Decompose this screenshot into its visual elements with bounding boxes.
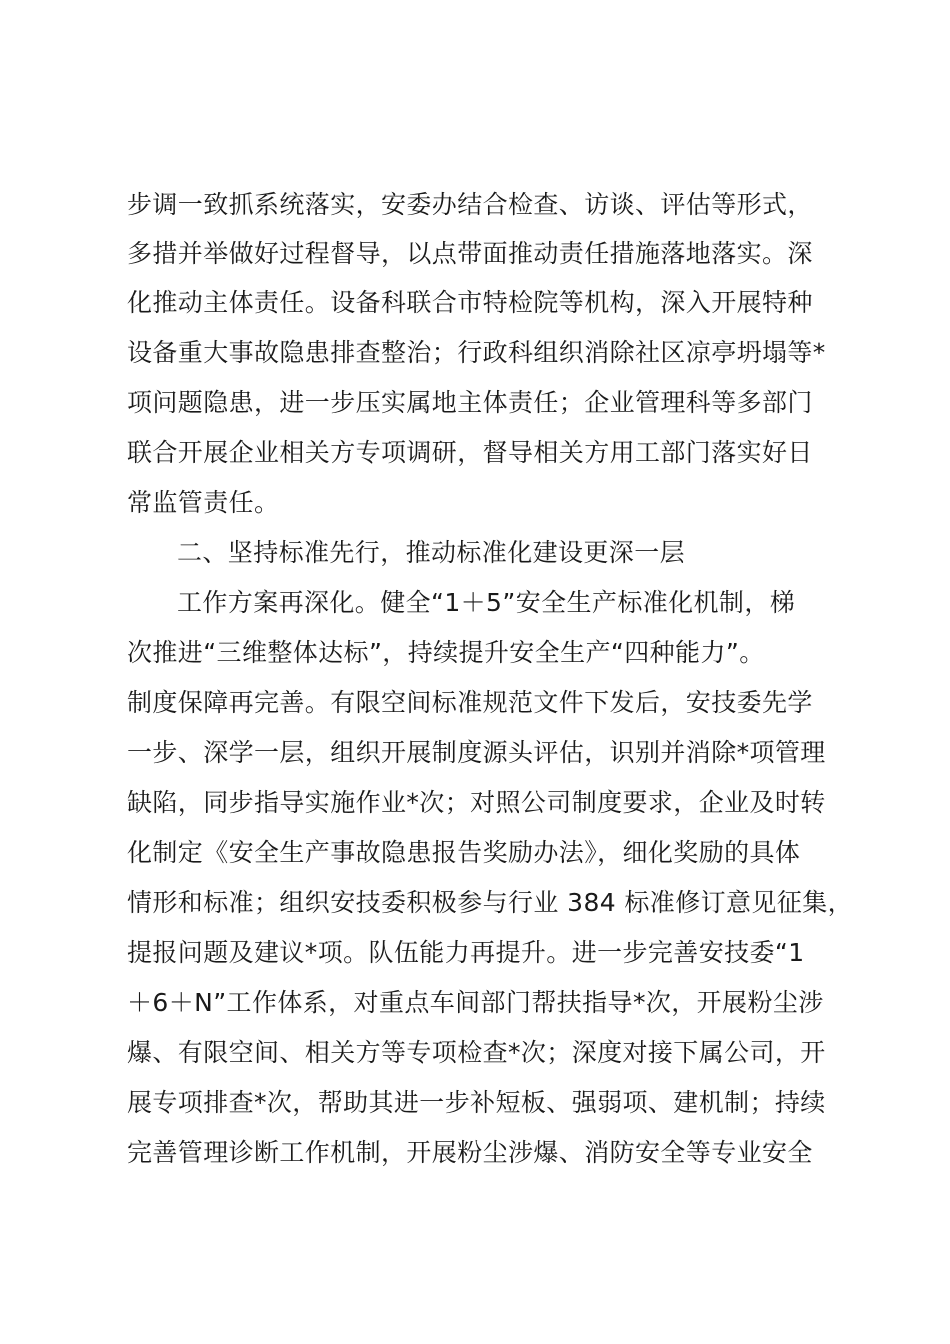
body-text-line: 爆、有限空间、相关方等专项检查*次；深度对接下属公司，开 (127, 1038, 826, 1067)
body-text-line: 情形和标准；组织安技委积极参与行业 384 标准修订意见征集， (127, 888, 854, 917)
body-text-line: ＋6＋N”工作体系，对重点车间部门帮扶指导*次，开展粉尘涉 (127, 988, 824, 1017)
body-text-line: 联合开展企业相关方专项调研，督导相关方用工部门落实好日 (127, 438, 813, 467)
body-text-line: 化推动主体责任。设备科联合市特检院等机构，深入开展特种 (127, 288, 813, 317)
body-text-line: 化制定《安全生产事故隐患报告奖励办法》，细化奖励的具体 (127, 838, 801, 867)
body-text-line: 制度保障再完善。有限空间标准规范文件下发后，安技委先学 (127, 688, 813, 717)
body-text-line: 一步、深学一层，组织开展制度源头评估，识别并消除*项管理 (127, 738, 826, 767)
body-text-line: 次推进“三维整体达标”，持续提升安全生产“四种能力”。 (127, 638, 765, 667)
body-text-line: 提报问题及建议*项。队伍能力再提升。进一步完善安技委“1 (127, 938, 805, 967)
body-text-line: 展专项排查*次，帮助其进一步补短板、强弱项、建机制；持续 (127, 1088, 826, 1117)
body-text-line: 步调一致抓系统落实，安委办结合检查、访谈、评估等形式， (127, 190, 813, 219)
body-text-line: 多措并举做好过程督导，以点带面推动责任措施落地落实。深 (127, 239, 813, 268)
body-text-line: 缺陷，同步指导实施作业*次；对照公司制度要求，企业及时转 (127, 788, 826, 817)
body-text-line: 工作方案再深化。健全“1＋5”安全生产标准化机制，梯 (177, 588, 796, 617)
body-text-line: 常监管责任。 (127, 488, 280, 517)
body-text-line: 完善管理诊断工作机制，开展粉尘涉爆、消防安全等专业安全 (127, 1138, 813, 1167)
section-heading: 二、坚持标准先行，推动标准化建设更深一层 (177, 538, 686, 567)
body-text-line: 设备重大事故隐患排查整治；行政科组织消除社区凉亭坍塌等* (127, 338, 826, 367)
body-text-line: 项问题隐患，进一步压实属地主体责任；企业管理科等多部门 (127, 388, 813, 417)
